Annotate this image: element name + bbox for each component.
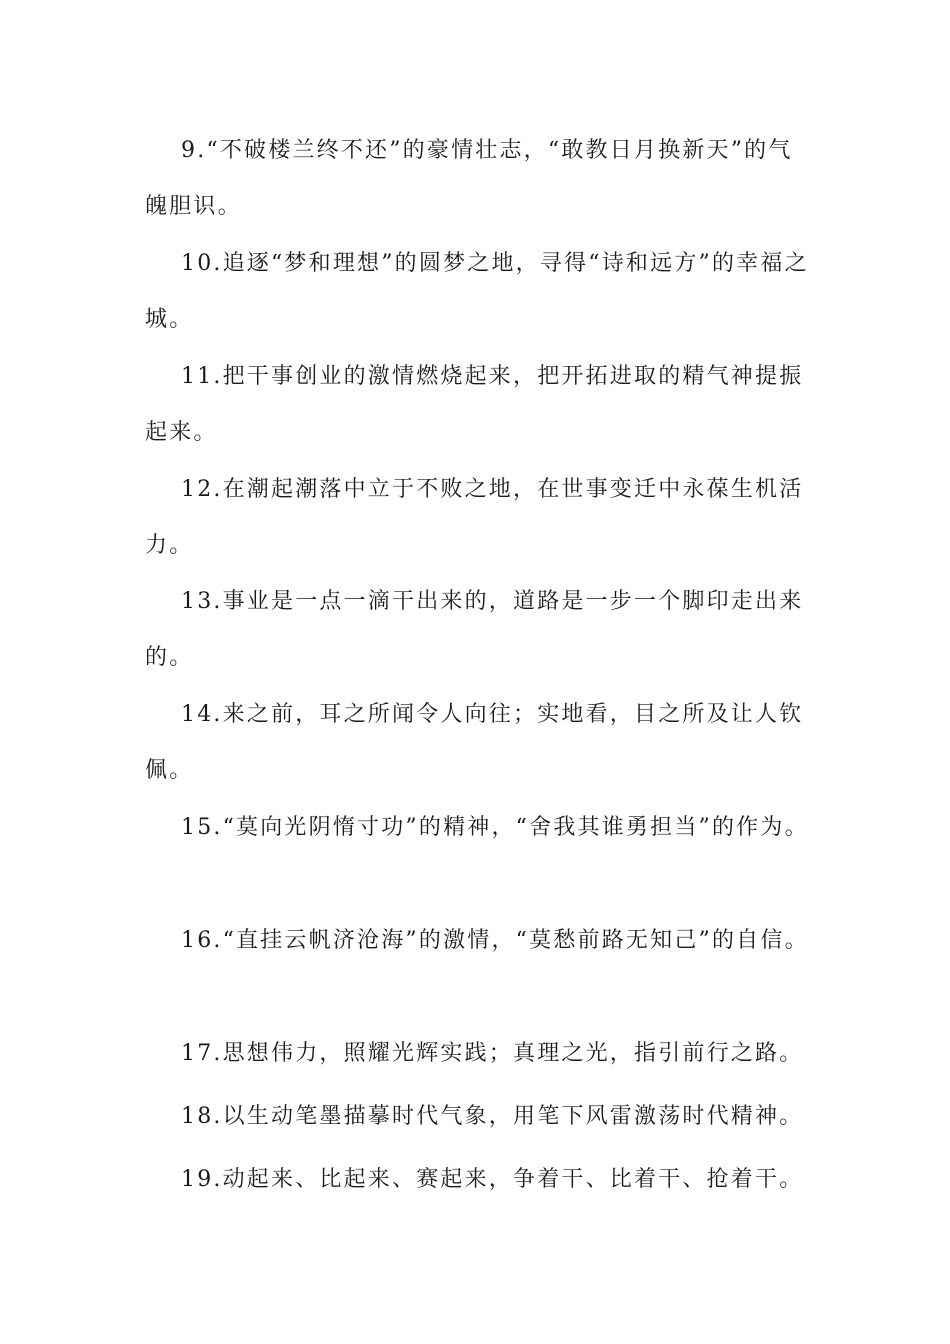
- list-item-19: 19.动起来、比起来、赛起来，争着干、比着干、抢着干。: [181, 1167, 804, 1192]
- list-item-12: 12.在潮起潮落中立于不败之地，在世事变迁中永葆生机活力。: [145, 477, 804, 558]
- list-item-13: 13.事业是一点一滴干出来的，道路是一步一个脚印走出来的。: [145, 589, 804, 670]
- list-item-10: 10.追逐“梦和理想”的圆梦之地，寻得“诗和远方”的幸福之城。: [145, 251, 809, 332]
- list-item-9: 9.“不破楼兰终不还”的豪情壮志，“敢教日月换新天”的气魄胆识。: [145, 138, 793, 219]
- list-item-14: 14.来之前，耳之所闻令人向往；实地看，目之所及让人钦佩。: [145, 702, 804, 783]
- list-item-11: 11.把干事创业的激情燃烧起来，把开拓进取的精气神提振起来。: [145, 364, 804, 445]
- list-item-18: 18.以生动笔墨描摹时代气象，用笔下风雷激荡时代精神。: [181, 1104, 804, 1129]
- list-item-16: 16.“直挂云帆济沧海”的激情，“莫愁前路无知己”的自信。: [181, 928, 809, 953]
- list-item-17: 17.思想伟力，照耀光辉实践；真理之光，指引前行之路。: [181, 1041, 804, 1066]
- list-item-15: 15.“莫向光阴惰寸功”的精神，“舍我其谁勇担当”的作为。: [181, 815, 809, 840]
